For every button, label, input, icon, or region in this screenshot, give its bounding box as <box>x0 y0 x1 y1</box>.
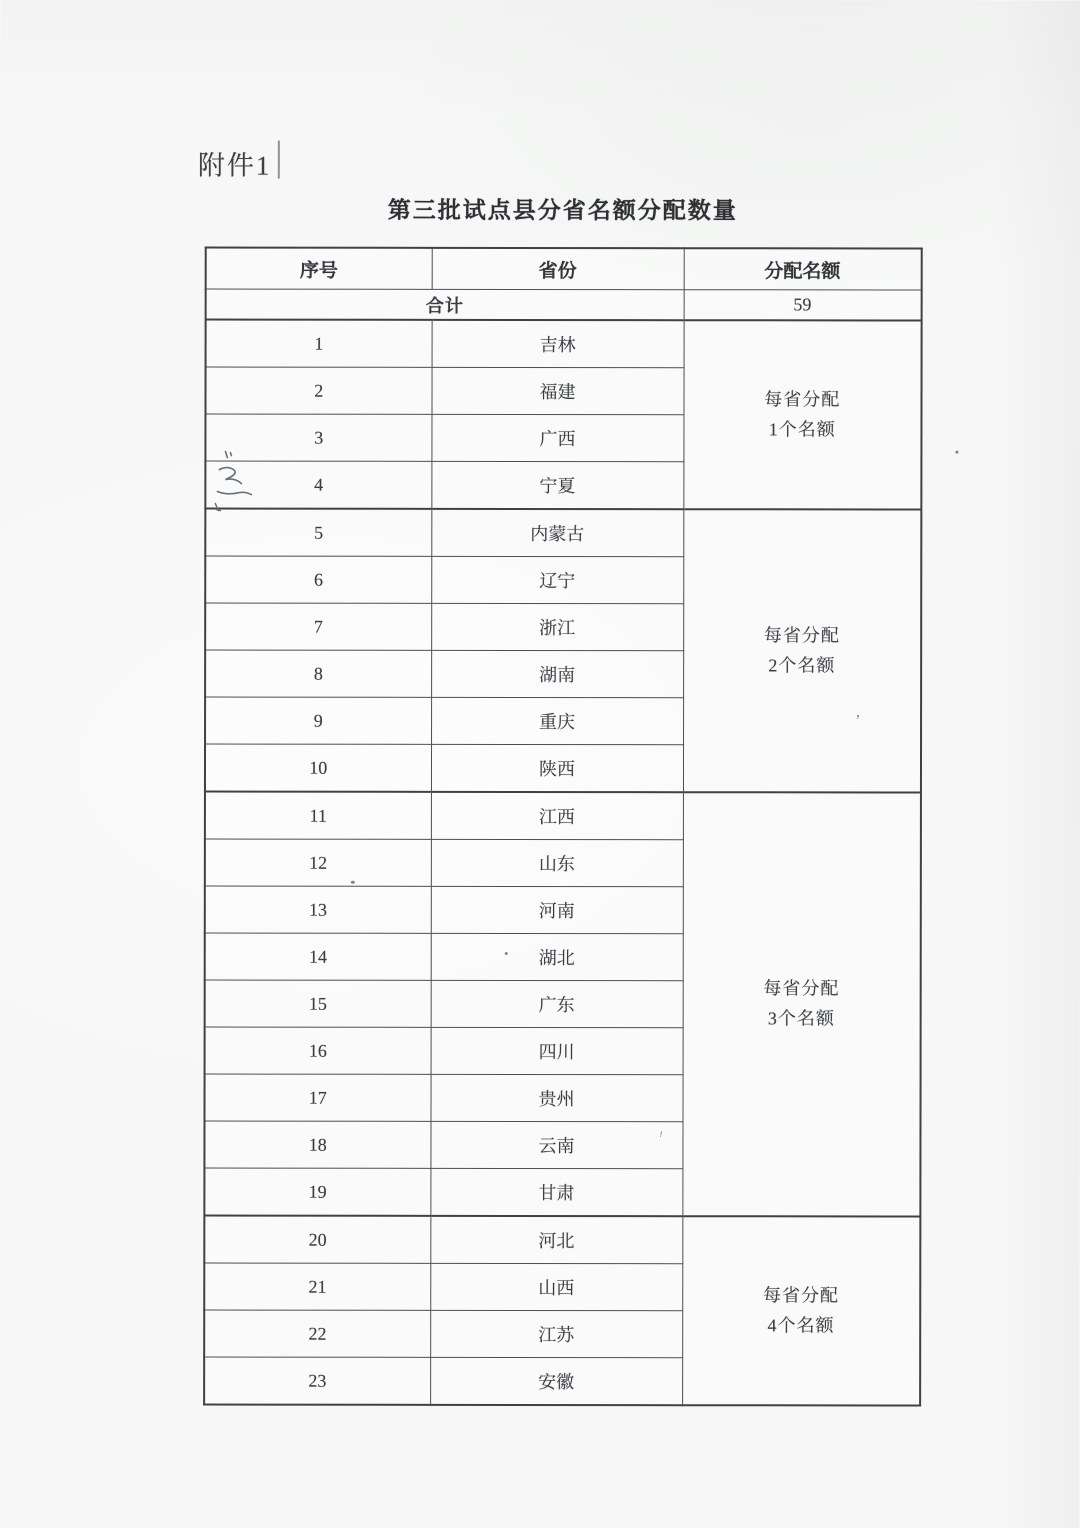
province-cell: 山西 <box>430 1263 682 1310</box>
serial-cell: 7 <box>205 603 431 650</box>
province-cell: 安徽 <box>430 1357 682 1405</box>
serial-cell: 4 <box>205 461 431 509</box>
table-row <box>205 792 921 840</box>
total-row <box>206 289 922 320</box>
province-cell: 福建 <box>431 367 683 414</box>
table-row <box>204 1216 920 1264</box>
province-cell: 贵州 <box>431 1074 683 1121</box>
quota-cell <box>682 792 921 1216</box>
total-label: 合计 <box>206 289 684 320</box>
province-cell: 山东 <box>431 839 683 886</box>
header-province: 省份 <box>432 248 684 290</box>
serial-cell: 13 <box>205 886 431 933</box>
quota-allocation-table <box>203 247 923 1407</box>
serial-cell: 6 <box>205 556 431 603</box>
header-serial: 序号 <box>206 248 432 290</box>
province-cell: 辽宁 <box>431 556 683 603</box>
quota-line: 1个名额 <box>768 418 836 439</box>
quota-line: 每省分配 <box>762 1285 840 1306</box>
quota-line: 每省分配 <box>763 625 840 646</box>
province-cell: 湖南 <box>431 650 683 697</box>
province-cell: 陕西 <box>431 744 683 792</box>
province-cell: 江西 <box>431 792 683 840</box>
scan-speck: , <box>856 704 860 721</box>
quota-line: 2个名额 <box>768 654 836 675</box>
province-cell: 广西 <box>431 414 683 461</box>
serial-cell: 22 <box>204 1310 430 1357</box>
serial-cell: 10 <box>205 744 431 792</box>
province-cell: 湖北 <box>431 933 683 980</box>
serial-cell: 3 <box>205 414 431 461</box>
serial-cell: 5 <box>205 509 431 557</box>
header-row <box>206 248 922 290</box>
serial-cell: 8 <box>205 650 431 697</box>
scan-line-artifact <box>278 141 280 179</box>
serial-cell: 19 <box>204 1168 430 1216</box>
serial-cell: 17 <box>205 1074 431 1121</box>
serial-cell: 23 <box>204 1357 430 1405</box>
province-cell: 河南 <box>431 886 683 933</box>
quota-cell <box>683 320 921 509</box>
province-cell: 江苏 <box>430 1310 682 1357</box>
province-cell: 吉林 <box>432 320 684 368</box>
header-quota: 分配名额 <box>684 248 922 290</box>
document-title: 第三批试点县分省名额分配数量 <box>387 197 738 224</box>
province-cell: 宁夏 <box>431 461 683 509</box>
province-cell: 甘肃 <box>430 1168 682 1216</box>
serial-cell: 11 <box>205 792 431 840</box>
serial-cell: 12 <box>205 839 431 886</box>
table-row <box>206 320 922 368</box>
province-cell: 内蒙古 <box>431 509 683 557</box>
quota-line: 每省分配 <box>763 978 840 999</box>
scan-speck <box>955 451 958 454</box>
quota-cell <box>683 509 921 792</box>
province-cell: 四川 <box>431 1027 683 1074</box>
scan-speck: ᵎ <box>658 1128 664 1144</box>
serial-cell: 9 <box>205 697 431 744</box>
quota-cell <box>682 1216 920 1405</box>
province-cell: 广东 <box>431 980 683 1027</box>
quota-line: 4个名额 <box>767 1314 835 1335</box>
table-row <box>205 509 921 557</box>
quota-line: 每省分配 <box>764 389 841 410</box>
serial-cell: 1 <box>206 320 432 368</box>
attachment-label: 附件1 <box>197 150 272 181</box>
serial-cell: 20 <box>204 1216 430 1264</box>
quota-table-body <box>204 289 922 1405</box>
quota-line: 3个名额 <box>767 1008 835 1029</box>
serial-cell: 2 <box>205 367 431 414</box>
serial-cell: 16 <box>205 1027 431 1074</box>
table-header <box>206 248 922 290</box>
serial-cell: 18 <box>204 1121 430 1168</box>
province-cell: 浙江 <box>431 603 683 650</box>
serial-cell: 14 <box>205 933 431 980</box>
province-cell: 重庆 <box>431 697 683 744</box>
province-cell: 云南 <box>430 1121 682 1168</box>
total-value: 59 <box>684 290 922 321</box>
serial-cell: 21 <box>204 1263 430 1310</box>
province-cell: 河北 <box>430 1216 682 1264</box>
serial-cell: 15 <box>205 980 431 1027</box>
